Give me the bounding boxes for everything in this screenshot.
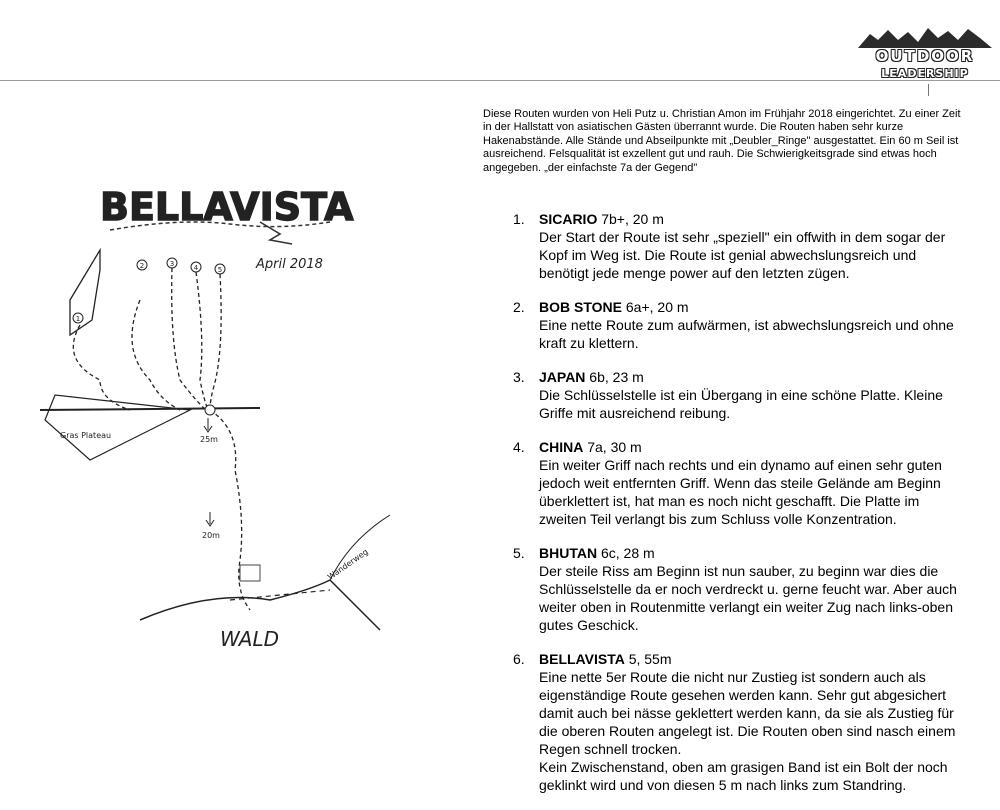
route-description: Ein weiter Griff nach rechts und ein dynamo auf einen sehr guten jedoch weit entfernten Griff. Wenn das steile Gelände am Beginn überklettert ist, hat man es noch nicht geschafft. Die Platte im zweiten Teil verlangt bis zum Schluss volle Konzentration. xyxy=(539,457,942,527)
route-line-5 xyxy=(210,274,221,410)
route-number: 6. xyxy=(513,651,525,667)
route-grade: 7b+, 20 m xyxy=(597,211,664,227)
route-item xyxy=(513,544,963,634)
route-marker-4-label: 4 xyxy=(193,264,199,272)
route-grade: 6a+, 20 m xyxy=(621,299,689,315)
sketch-box xyxy=(240,565,260,581)
route-item xyxy=(513,368,963,422)
route-line-4 xyxy=(196,272,208,410)
header-divider xyxy=(0,80,1000,81)
band-label: Gras Plateau xyxy=(60,431,112,440)
route-grade: 5, 55m xyxy=(624,651,672,667)
route-description: Eine nette 5er Route die nicht nur Zustieg ist sondern auch als eigenständige Route gesehen werden kann. Sehr gut abgesichert damit auch bei nässe geklettert werden kann, da sie als Zustieg für die oberen Routen angelegt ist. Die Routen oben sind nasch einem Regen schnell trocken. xyxy=(539,669,956,757)
hiking-path-label: Wanderweg xyxy=(325,547,370,582)
route-name: BELLAVISTA xyxy=(539,651,625,667)
route-name: BOB STONE xyxy=(539,299,622,315)
route-name: SICARIO xyxy=(539,211,598,227)
rappel-arrow-2-icon xyxy=(206,512,214,526)
sketch-title: BELLAVISTA xyxy=(100,185,354,229)
route-number: 3. xyxy=(513,369,525,385)
route-number: 2. xyxy=(513,299,525,315)
route-description: Die Schlüsselstelle ist ein Übergang in eine schöne Platte. Kleine Griffe mit ausreichend reibung. xyxy=(539,387,943,421)
route-name: BHUTAN xyxy=(539,545,598,561)
route-number: 1. xyxy=(513,211,525,227)
forest-label: WALD xyxy=(220,627,280,651)
route-line-3 xyxy=(172,268,206,410)
route-name: CHINA xyxy=(539,439,584,455)
route-description: Der steile Riss am Beginn ist nun sauber, zu beginn war dies die Schlüsselstelle da er noch verdreckt u. gerne feucht war. Aber auch weiter oben in Routenmitte verlangt ein weiter Zug nach links-oben gutes Geschick. xyxy=(539,563,957,633)
route-marker-3-label: 3 xyxy=(169,260,175,268)
logo-line-2: LEADERSHIP xyxy=(881,67,969,80)
route-topo-sketch xyxy=(30,160,430,660)
route-line-2 xyxy=(132,300,180,410)
trail-dashed xyxy=(230,590,330,600)
outdoor-leadership-logo xyxy=(858,26,992,96)
intro-paragraph: Diese Routen wurden von Heli Putz u. Christian Amon im Frühjahr 2018 eingerichtet. Zu einer Zeit in der Hallstatt von asiatischen Gästen überrannt wurde. Die Routen haben sehr kurze Hakenabstände. Alle Stände und Abseilpunkte mit „Deubler_Ringe" ausgestattet. Ein 60 m Seil ist ausreichend. Felsqualität ist exzellent gut und rauh. Die Schwierigkeitsgrade sind etwas hoch angegeben. „der einfachste 7a der Gegend" xyxy=(483,108,961,174)
route-line-1 xyxy=(73,325,130,410)
route-description: Der Start der Route ist sehr „speziell" ein offwith in dem sogar der Kopf im Weg ist. Die Route ist genial abwechslungsreich und benötigt jede menge power auf den letzten zügen. xyxy=(539,229,946,281)
route-item xyxy=(513,650,963,794)
rock-slab-outline xyxy=(70,250,100,335)
route-item xyxy=(513,298,963,352)
sketch-date: April 2018 xyxy=(256,257,323,272)
logo-tick xyxy=(928,84,929,96)
route-grade: 6b, 23 m xyxy=(585,369,644,385)
route-marker-1-label: 1 xyxy=(75,315,81,323)
rappel-label-1: 25m xyxy=(200,435,218,444)
anchor-ring-icon xyxy=(205,405,215,415)
route-grade: 7a, 30 m xyxy=(583,439,642,455)
rappel-arrow-1-icon xyxy=(204,418,212,432)
route-grade: 6c, 28 m xyxy=(597,545,655,561)
route-description-extra: Kein Zwischenstand, oben am grasigen Band ist ein Bolt der noch geklinkt wird und von diesen 5 m nach links zum Standring. xyxy=(539,759,948,793)
route-marker-5-label: 5 xyxy=(217,266,223,274)
route-description: Eine nette Route zum aufwärmen, ist abwechslungsreich und ohne kraft zu klettern. xyxy=(539,317,954,351)
rappel-label-2: 20m xyxy=(202,531,220,540)
logo-line-1: OUTDOOR xyxy=(875,47,975,65)
route-number: 4. xyxy=(513,439,525,455)
forest-edge-line xyxy=(140,580,380,630)
ledge-line xyxy=(40,408,260,410)
route-list xyxy=(513,210,963,810)
route-marker-2-label: 2 xyxy=(139,262,145,270)
route-item xyxy=(513,210,963,282)
route-item xyxy=(513,438,963,528)
route-name: JAPAN xyxy=(539,369,586,385)
route-number: 5. xyxy=(513,545,525,561)
